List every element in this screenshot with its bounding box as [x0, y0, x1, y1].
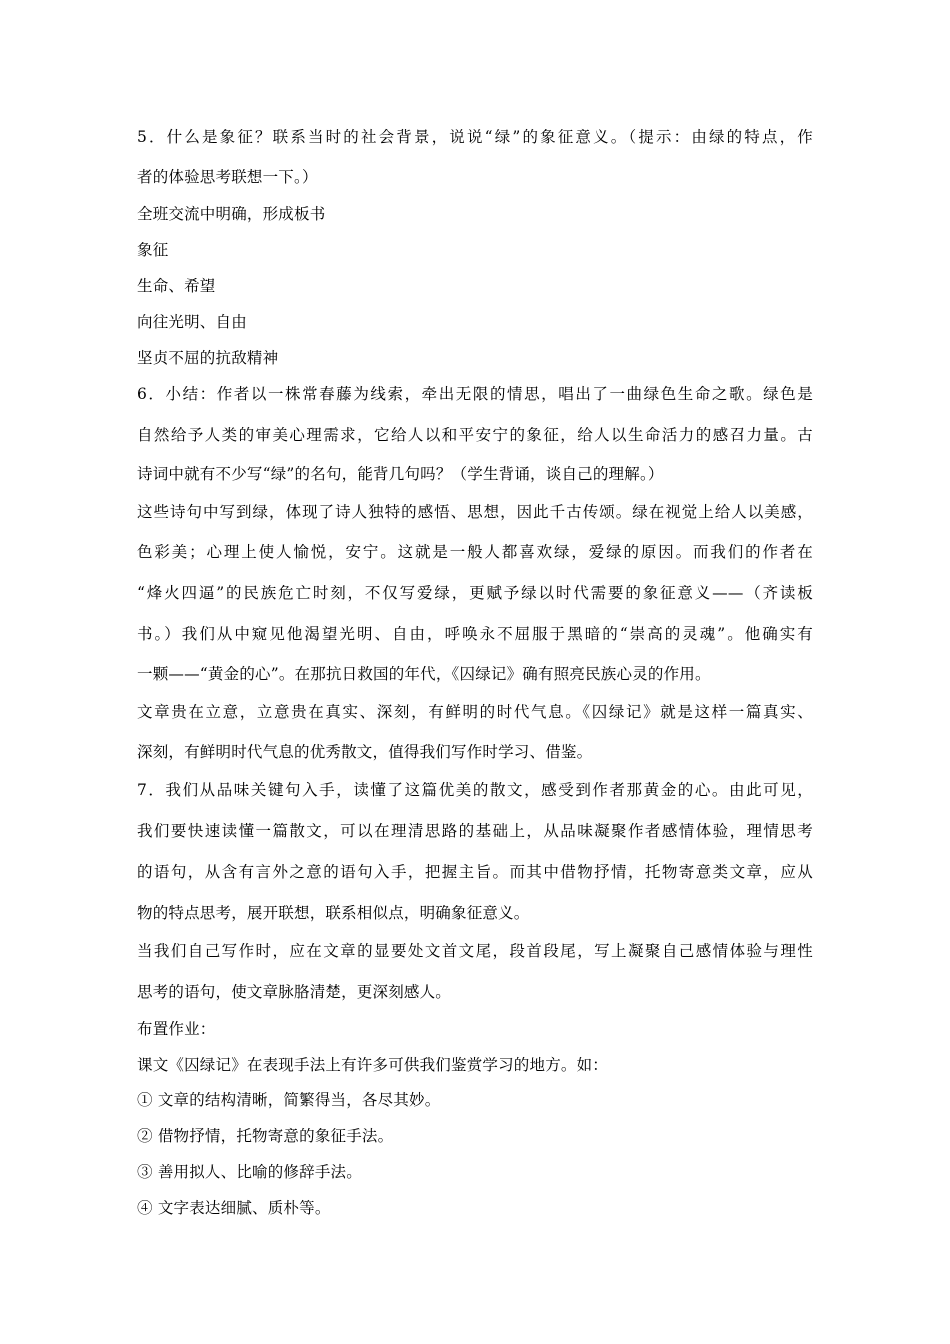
list-item: ② 借物抒情，托物寄意的象征手法。 [137, 1127, 394, 1145]
text-line: 当我们自己写作时，应在文章的显要处文首文尾，段首段尾，写上凝聚自己感情体验与理性 [137, 942, 813, 960]
list-item: ④ 文字表达细腻、质朴等。 [137, 1199, 331, 1217]
list-item: ③ 善用拟人、比喻的修辞手法。 [137, 1163, 362, 1181]
text-line: 坚贞不屈的抗敌精神 [137, 349, 279, 367]
text-line: 色彩美；心理上使人愉悦，安宁。这就是一般人都喜欢绿，爱绿的原因。而我们的作者在 [137, 543, 813, 561]
text-line: 向往光明、自由 [137, 313, 247, 331]
text-line: 自然给予人类的审美心理需求，它给人以和平安宁的象征，给人以生命活力的感召力量。古 [137, 426, 813, 444]
text-line: 象征 [137, 241, 169, 259]
text-line: 5．什么是象征？联系当时的社会背景，说说“绿”的象征意义。（提示：由绿的特点，作 [137, 128, 813, 146]
text-line: 我们要快速读懂一篇散文，可以在理清思路的基础上，从品味凝聚作者感情体验，理情思考 [137, 822, 813, 840]
text-line: 者的体验思考联想一下。） [137, 168, 318, 186]
text-line: 这些诗句中写到绿，体现了诗人独特的感悟、思想，因此千古传颂。绿在视觉上给人以美感， [137, 503, 813, 521]
text-line: “烽火四逼”的民族危亡时刻，不仅写爱绿，更赋予绿以时代需要的象征意义——（齐读板 [137, 584, 813, 602]
text-line: 思考的语句，使文章脉胳清楚，更深刻感人。 [137, 983, 452, 1001]
text-line: 物的特点思考，展开联想，联系相似点，明确象征意义。 [137, 904, 530, 922]
text-line: 生命、希望 [137, 277, 216, 295]
text-line: 布置作业： [137, 1020, 216, 1038]
text-line: 的语句，从含有言外之意的语句入手，把握主旨。而其中借物抒情，托物寄意类文章，应从 [137, 863, 813, 881]
text-line: 书。）我们从中窥见他渴望光明、自由，呼唤永不屈服于黑暗的“崇高的灵魂”。他确实有 [137, 625, 813, 643]
text-line: 6．小结：作者以一株常春藤为线索，牵出无限的情思，唱出了一曲绿色生命之歌。绿色是 [137, 385, 813, 403]
text-line: 一颗——“黄金的心”。在那抗日救国的年代，《囚绿记》确有照亮民族心灵的作用。 [137, 665, 711, 683]
list-item: ① 文章的结构清晰，简繁得当，各尽其妙。 [137, 1091, 441, 1109]
text-line: 全班交流中明确，形成板书 [137, 205, 326, 223]
text-line: 诗词中就有不少写“绿”的名句，能背几句吗？（学生背诵，谈自己的理解。） [137, 465, 664, 483]
text-line: 课文《囚绿记》在表现手法上有许多可供我们鉴赏学习的地方。如： [137, 1056, 609, 1074]
text-line: 7．我们从品味关键句入手，读懂了这篇优美的散文，感受到作者那黄金的心。由此可见， [137, 781, 813, 799]
text-line: 文章贵在立意，立意贵在真实、深刻，有鲜明的时代气息。《囚绿记》就是这样一篇真实、 [137, 703, 813, 721]
text-line: 深刻，有鲜明时代气息的优秀散文，值得我们写作时学习、借鉴。 [137, 743, 593, 761]
